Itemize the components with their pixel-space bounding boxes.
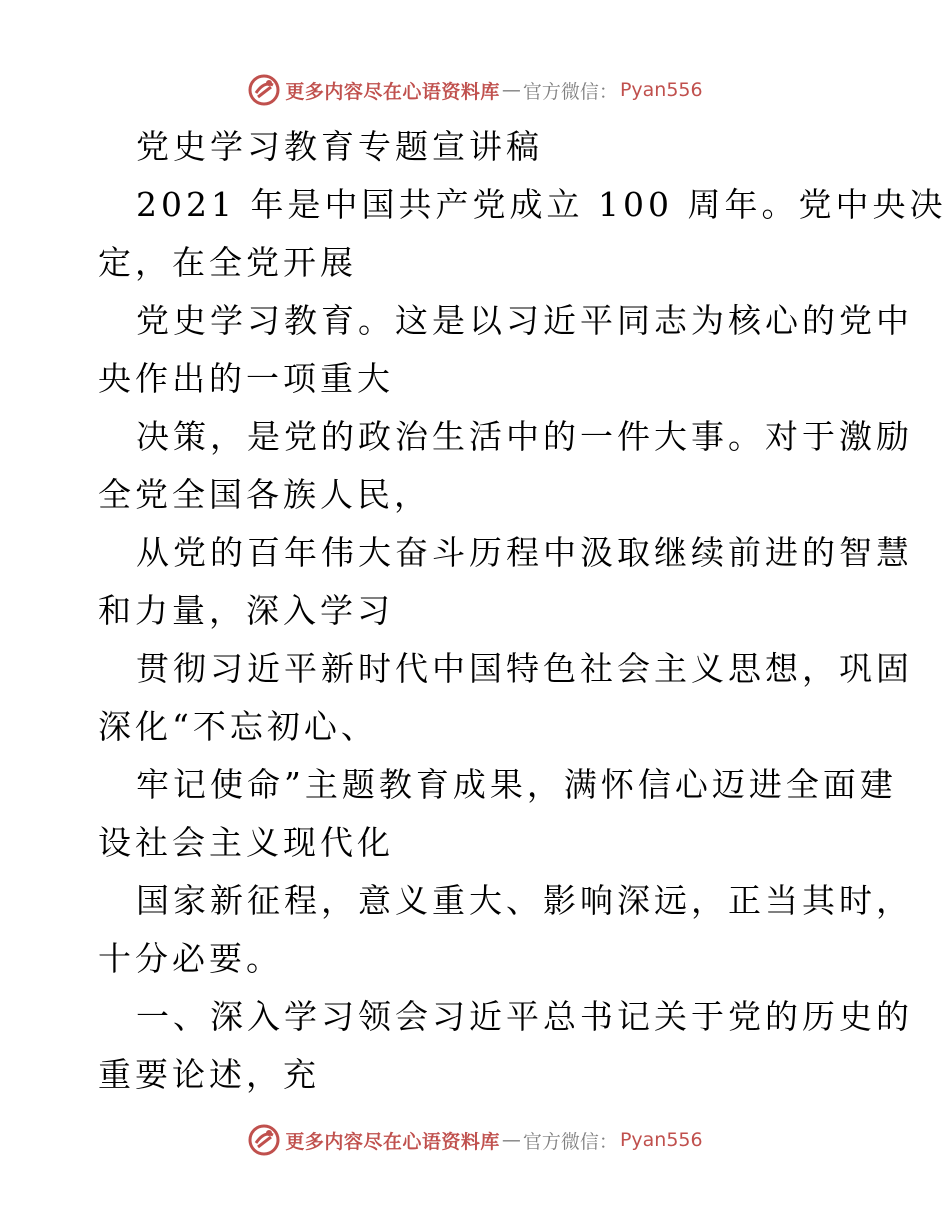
watermark-brand: 更多内容尽在心语资料库 xyxy=(285,1130,500,1153)
paragraph-line: 设社会主义现代化 xyxy=(98,823,394,862)
paragraph-line: 党史学习教育。这是以习近平同志为核心的党中 xyxy=(136,301,913,340)
book-logo-icon xyxy=(247,1123,281,1157)
footer-watermark xyxy=(0,1120,950,1160)
watermark-dash: — xyxy=(501,1129,521,1151)
paragraph-line: 深化“不忘初心、 xyxy=(98,707,378,746)
paragraph-line: 十分必要。 xyxy=(98,939,283,978)
paragraph-line: 牢记使命”主题教育成果，满怀信心迈进全面建 xyxy=(136,765,897,804)
document-title: 党史学习教育专题宣讲稿 xyxy=(136,127,543,166)
section-heading-line: 一、深入学习领会习近平总书记关于党的历史的 xyxy=(136,997,913,1036)
paragraph-line: 决策，是党的政治生活中的一件大事。对于激励 xyxy=(136,417,913,456)
watermark-label: 官方微信： xyxy=(522,1130,618,1153)
paragraph-line: 国家新征程，意义重大、影响深远，正当其时， xyxy=(136,881,913,920)
watermark-wechat-id: Pyan556 xyxy=(619,79,703,101)
paragraph-line: 定，在全党开展 xyxy=(98,243,357,282)
paragraph-line: 全党全国各族人民， xyxy=(98,475,431,514)
section-heading-line: 重要论述，充 xyxy=(98,1055,320,1094)
watermark-wechat-id: Pyan556 xyxy=(619,1129,703,1151)
paragraph-line: 和力量，深入学习 xyxy=(98,591,394,630)
header-watermark xyxy=(0,70,950,110)
document-body xyxy=(98,118,947,1104)
watermark-label: 官方微信： xyxy=(522,80,618,103)
paragraph-line: 2021 年是中国共产党成立 100 周年。党中央决 xyxy=(136,185,947,224)
book-logo-icon xyxy=(247,73,281,107)
paragraph-line: 从党的百年伟大奋斗历程中汲取继续前进的智慧 xyxy=(136,533,913,572)
paragraph-line: 央作出的一项重大 xyxy=(98,359,394,398)
paragraph-line: 贯彻习近平新时代中国特色社会主义思想，巩固 xyxy=(136,649,913,688)
watermark-dash: — xyxy=(501,79,521,101)
watermark-brand: 更多内容尽在心语资料库 xyxy=(285,80,500,103)
